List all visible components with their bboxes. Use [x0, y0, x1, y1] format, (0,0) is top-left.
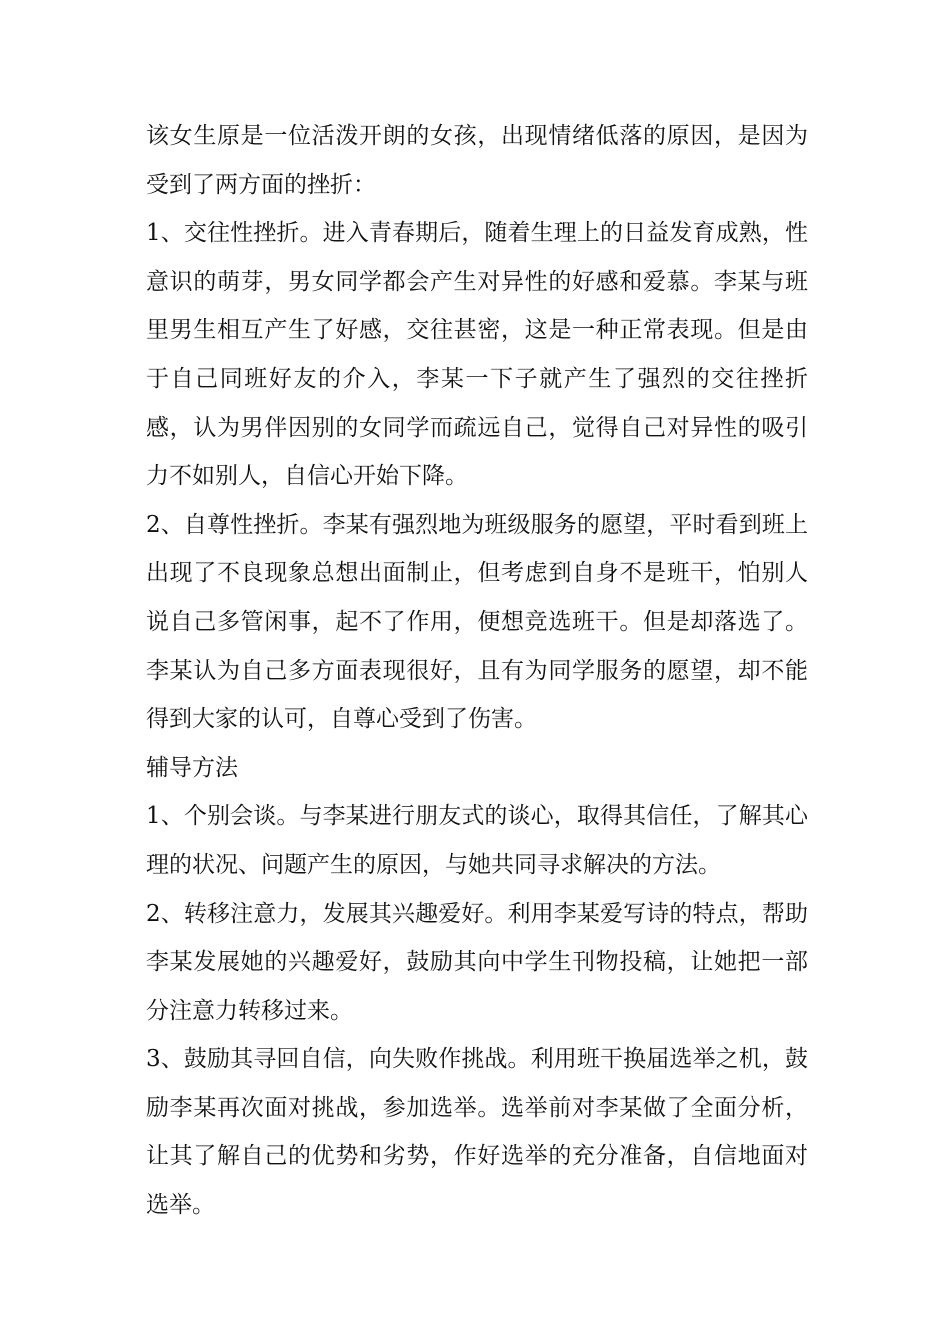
document-body	[146, 112, 808, 1230]
paragraph-self-esteem-frustration: 2、自尊性挫折。李某有强烈地为班级服务的愿望，平时看到班上出现了不良现象总想出面制止，但考虑到自身不是班干，怕别人说自己多管闲事，起不了作用，便想竞选班干。但是却落选了。李某认为自己多方面表现很好，且有为同学服务的愿望，却不能得到大家的认可，自尊心受到了伤害。	[146, 511, 808, 733]
paragraph-intro: 该女生原是一位活泼开朗的女孩，出现情绪低落的原因，是因为受到了两方面的挫折：	[146, 123, 808, 198]
paragraph-shift-attention: 2、转移注意力，发展其兴趣爱好。利用李某爱写诗的特点，帮助李某发展她的兴趣爱好，鼓励其向中学生刊物投稿，让她把一部分注意力转移过来。	[146, 900, 808, 1024]
paragraph-social-frustration: 1、交往性挫折。进入青春期后，随着生理上的日益发育成熟，性意识的萌芽，男女同学都会产生对异性的好感和爱慕。李某与班里男生相互产生了好感，交往甚密，这是一种正常表现。但是由于自己同班好友的介入，李某一下子就产生了强烈的交往挫折感，认为男伴因别的女同学而疏远自己，觉得自己对异性的吸引力不如别人，自信心开始下降。	[146, 220, 808, 490]
section-heading-counseling-methods: 辅导方法	[146, 754, 238, 781]
paragraph-regain-confidence: 3、鼓励其寻回自信，向失败作挑战。利用班干换届选举之机，鼓励李某再次面对挑战，参加选举。选举前对李某做了全面分析，让其了解自己的优势和劣势，作好选举的充分准备，自信地面对选举。	[146, 1046, 808, 1219]
paragraph-individual-talk: 1、个别会谈。与李某进行朋友式的谈心，取得其信任，了解其心理的状况、问题产生的原因，与她共同寻求解决的方法。	[146, 803, 808, 878]
